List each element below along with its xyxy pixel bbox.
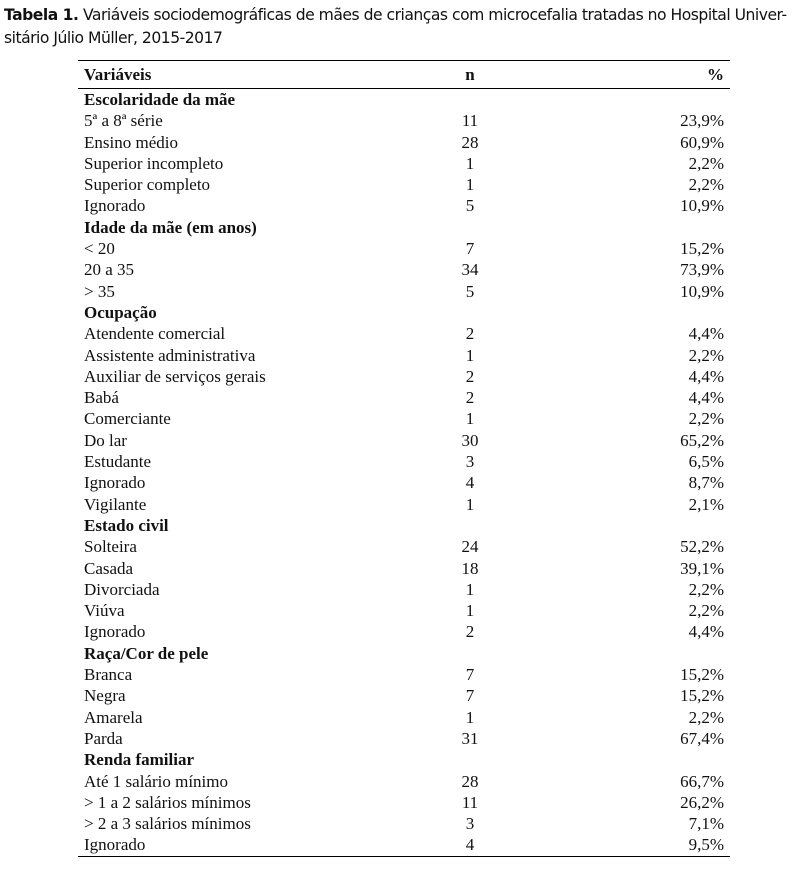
cell-n: 2 — [465, 622, 475, 642]
cell-percent: 2,2% — [688, 345, 724, 365]
cell-percent: 67,4% — [680, 728, 724, 748]
table-row — [78, 238, 730, 259]
cell-n: 24 — [461, 537, 479, 557]
table-row — [78, 685, 730, 706]
cell-percent: 4,4% — [688, 388, 724, 408]
cell-n: 11 — [461, 111, 479, 131]
cell-percent: 4,4% — [688, 622, 724, 642]
table-row — [78, 281, 730, 302]
table-row — [78, 792, 730, 813]
section-header-row — [78, 515, 730, 536]
data-table — [78, 60, 730, 857]
cell-n: 1 — [465, 153, 475, 173]
cell-n: 18 — [461, 558, 479, 578]
table-row — [78, 664, 730, 685]
table-row — [78, 345, 730, 366]
cell-n: 1 — [465, 175, 475, 195]
cell-variable: Branca — [84, 665, 133, 685]
cell-percent: 73,9% — [680, 260, 724, 280]
cell-variable: Idade da mãe (em anos) — [84, 217, 257, 237]
cell-percent: 7,1% — [688, 814, 724, 834]
cell-variable: > 35 — [84, 281, 115, 301]
cell-n: 2 — [465, 388, 475, 408]
cell-percent: 60,9% — [680, 132, 724, 152]
cell-n: 1 — [465, 707, 475, 727]
cell-variable: 5ª a 8ª série — [84, 111, 163, 131]
cell-variable: Parda — [84, 728, 123, 748]
cell-variable: Renda familiar — [84, 750, 195, 770]
cell-n: 1 — [465, 494, 475, 514]
table-row — [78, 472, 730, 493]
cell-variable: Auxiliar de serviços gerais — [84, 366, 266, 386]
cell-n: 28 — [461, 771, 479, 791]
cell-percent: 4,4% — [688, 324, 724, 344]
table-row — [78, 579, 730, 600]
cell-n: 5 — [465, 196, 475, 216]
cell-variable: Viúva — [84, 601, 125, 621]
section-header-row — [78, 89, 730, 110]
table-row — [78, 621, 730, 642]
cell-percent: 2,2% — [688, 707, 724, 727]
cell-variable: Ignorado — [84, 473, 146, 493]
cell-n: 4 — [465, 835, 475, 855]
cell-variable: 20 a 35 — [84, 260, 135, 280]
cell-variable: Babá — [84, 388, 119, 408]
cell-n: 1 — [465, 579, 475, 599]
cell-variable: Até 1 salário mínimo — [84, 771, 229, 791]
cell-variable: Casada — [84, 558, 134, 578]
cell-variable: Ignorado — [84, 196, 146, 216]
cell-variable: Assistente administrativa — [84, 345, 256, 365]
cell-percent: 2,2% — [688, 409, 724, 429]
cell-percent: 15,2% — [680, 665, 724, 685]
table-header-row — [78, 61, 730, 89]
cell-percent: 8,7% — [688, 473, 724, 493]
table-row — [78, 110, 730, 131]
cell-percent: 52,2% — [680, 537, 724, 557]
table-row — [78, 132, 730, 153]
table-row — [78, 153, 730, 174]
cell-n: 7 — [465, 239, 475, 259]
table-row — [78, 323, 730, 344]
table-row — [78, 728, 730, 749]
cell-percent: 39,1% — [680, 558, 724, 578]
cell-variable: Vigilante — [84, 494, 147, 514]
table-row — [78, 451, 730, 472]
table-row — [78, 536, 730, 557]
cell-percent: 15,2% — [680, 239, 724, 259]
section-header-row — [78, 217, 730, 238]
cell-percent: 4,4% — [688, 366, 724, 386]
cell-percent: 2,2% — [688, 579, 724, 599]
cell-variable: Superior completo — [84, 175, 211, 195]
section-header-row — [78, 302, 730, 323]
cell-variable: Comerciante — [84, 409, 171, 429]
table-row — [78, 259, 730, 280]
cell-percent: 2,2% — [688, 153, 724, 173]
cell-variable: Ignorado — [84, 622, 146, 642]
cell-variable: > 2 a 3 salários mínimos — [84, 814, 251, 834]
table-row — [78, 834, 730, 855]
cell-n: 28 — [461, 132, 479, 152]
cell-n: 31 — [461, 728, 479, 748]
table-row — [78, 195, 730, 216]
table-row — [78, 408, 730, 429]
cell-n: 11 — [461, 792, 479, 812]
cell-n: 30 — [461, 430, 479, 450]
cell-variable: Do lar — [84, 430, 127, 450]
cell-variable: Ensino médio — [84, 132, 178, 152]
section-header-row — [78, 749, 730, 770]
cell-percent: 26,2% — [680, 792, 724, 812]
table-row — [78, 813, 730, 834]
section-header-row — [78, 643, 730, 664]
header-n: n — [465, 65, 475, 84]
table-body — [78, 89, 730, 856]
caption-text: Variáveis sociodemográficas de mães de crianças com microcefalia tratadas no Hospital Univer-sitário Júlio Müller, 2015-2017 — [4, 6, 787, 47]
cell-percent: 2,2% — [688, 601, 724, 621]
cell-n: 2 — [465, 324, 475, 344]
cell-variable: Estado civil — [84, 515, 169, 535]
caption-label: Tabela 1. — [4, 6, 79, 24]
cell-n: 3 — [465, 814, 475, 834]
cell-n: 1 — [465, 409, 475, 429]
cell-variable: Amarela — [84, 707, 143, 727]
cell-variable: Ocupação — [84, 302, 157, 322]
table-row — [78, 558, 730, 579]
cell-variable: Negra — [84, 686, 126, 706]
cell-variable: Estudante — [84, 452, 152, 472]
cell-percent: 10,9% — [680, 281, 724, 301]
cell-variable: Superior incompleto — [84, 153, 224, 173]
cell-percent: 2,2% — [688, 175, 724, 195]
cell-n: 7 — [465, 686, 475, 706]
table-row — [78, 387, 730, 408]
cell-percent: 6,5% — [688, 452, 724, 472]
cell-variable: Solteira — [84, 537, 137, 557]
table-row — [78, 600, 730, 621]
table-row — [78, 430, 730, 451]
cell-n: 4 — [465, 473, 475, 493]
cell-percent: 10,9% — [680, 196, 724, 216]
table-row — [78, 366, 730, 387]
table-row — [78, 707, 730, 728]
cell-n: 7 — [465, 665, 475, 685]
table-caption — [4, 4, 800, 50]
cell-percent: 66,7% — [680, 771, 724, 791]
cell-percent: 23,9% — [680, 111, 724, 131]
header-percent: % — [707, 65, 724, 84]
table-row — [78, 771, 730, 792]
cell-variable: < 20 — [84, 239, 115, 259]
cell-percent: 9,5% — [688, 835, 724, 855]
cell-variable: Ignorado — [84, 835, 146, 855]
table-row — [78, 174, 730, 195]
header-variaveis: Variáveis — [84, 65, 152, 84]
cell-n: 3 — [465, 452, 475, 472]
cell-n: 2 — [465, 366, 475, 386]
table-row — [78, 494, 730, 515]
cell-n: 5 — [465, 281, 475, 301]
cell-percent: 65,2% — [680, 430, 724, 450]
cell-n: 1 — [465, 345, 475, 365]
cell-variable: Atendente comercial — [84, 324, 226, 344]
cell-n: 1 — [465, 601, 475, 621]
cell-variable: Raça/Cor de pele — [84, 643, 209, 663]
cell-variable: Escolaridade da mãe — [84, 90, 236, 109]
cell-percent: 15,2% — [680, 686, 724, 706]
cell-n: 34 — [461, 260, 479, 280]
cell-variable: > 1 a 2 salários mínimos — [84, 792, 251, 812]
cell-percent: 2,1% — [688, 494, 724, 514]
cell-variable: Divorciada — [84, 579, 160, 599]
